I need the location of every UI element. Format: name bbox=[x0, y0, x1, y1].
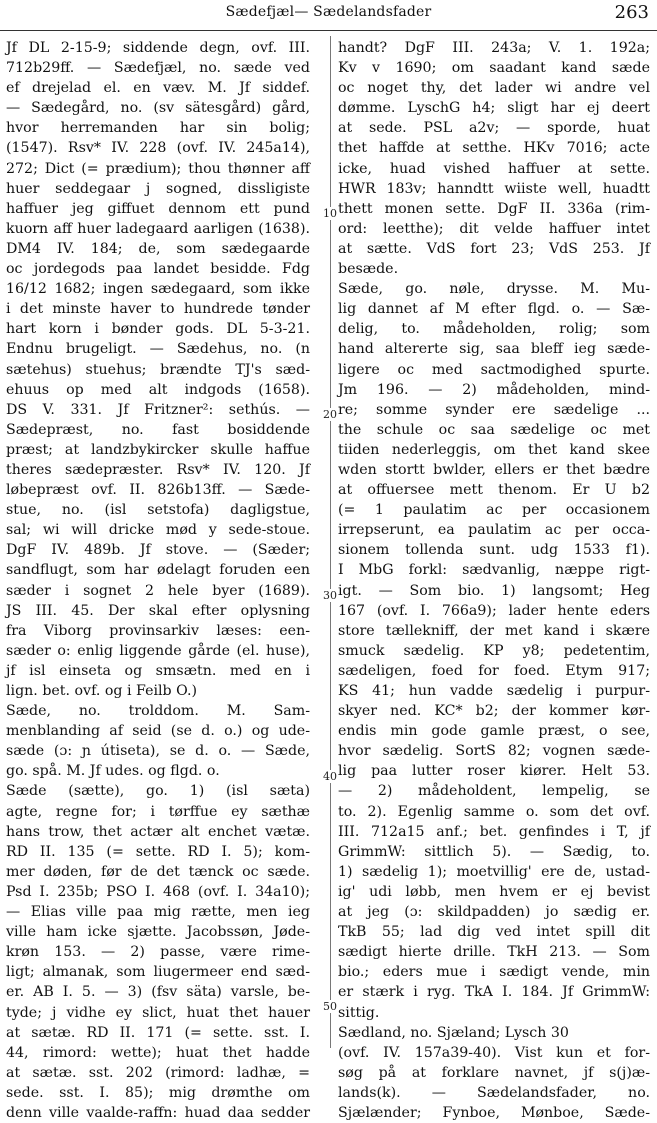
left-column bbox=[6, 38, 310, 1123]
text-line: re; somme synder ere sædelige ... bbox=[338, 401, 650, 418]
text-line: fra Viborg provinsarkiv læses: een- bbox=[6, 622, 310, 639]
text-line: at jeg (ɔ: skildpadden) jo sædig er. bbox=[338, 904, 650, 921]
text-line: DM4 IV. 184; de, som sædegaarde bbox=[6, 240, 310, 257]
text-line: Kv v 1690; om saadant kand sæde bbox=[338, 60, 650, 77]
text-line: mer døden, før de det tænck oc sæde. bbox=[6, 863, 310, 880]
text-line: skyer ned. KC* b2; der kommer kør- bbox=[338, 703, 650, 720]
text-line: ef drejelad el. en væv. M. Jf siddef. bbox=[6, 80, 310, 97]
text-line: haffuer jeg giffuet dennom ett pund bbox=[6, 200, 310, 217]
text-line: i det minste haver to hundrede tønder bbox=[6, 301, 310, 318]
text-line: lands(k). — Sædelandsfader, no. bbox=[338, 1084, 650, 1101]
page-number: 263 bbox=[614, 2, 649, 23]
text-line: sionem tollenda sunt. udg 1533 f1). bbox=[338, 542, 650, 559]
text-line: JS III. 45. Der skal efter oplysning bbox=[6, 602, 310, 619]
text-line: sæder i sognet 2 hele byer (1689). bbox=[6, 582, 310, 599]
text-line: tiiden nederleggis, om thet kand skee bbox=[338, 441, 650, 458]
text-line: sede. sst. I. 85); mig drømthe om bbox=[6, 1084, 310, 1101]
text-line: er. AB I. 5. — 3) (fsv säta) varsle, be- bbox=[6, 984, 310, 1001]
text-line: denn ville vaalde-raffn: huad daa sedder bbox=[6, 1104, 310, 1121]
text-line: stue, no. (isl setstofa) dagligstue, bbox=[6, 502, 310, 519]
text-line: handt? DgF III. 243a; V. 1. 192a; bbox=[338, 40, 650, 56]
text-line: (ovf. IV. 157a39-40). Vist kun et for- bbox=[338, 1044, 650, 1061]
text-line: go. spå. M. Jf udes. og flgd. o. bbox=[6, 763, 220, 780]
text-line: III. 712a15 anf.; bet. genfindes i T, jf bbox=[338, 823, 650, 840]
text-line: dømme. LyschG h4; sligt har ej deert bbox=[338, 100, 650, 117]
text-line: jf isl einseta og smsætn. med en i bbox=[6, 662, 310, 679]
text-line: oc jordegods paa landet besidde. Fdg bbox=[6, 261, 310, 278]
text-line: Jf DL 2-15-9; siddende degn, ovf. III. bbox=[6, 40, 310, 56]
column-divider bbox=[330, 36, 331, 1048]
text-line: 712b29ff. — Sædefjæl, no. sæde ved bbox=[6, 60, 310, 77]
text-line: at sætæ. RD II. 171 (= sette. sst. I. bbox=[6, 1024, 310, 1041]
text-line: præst; at landzbykircker skulle haffue bbox=[6, 441, 310, 458]
text-line: hvor herremanden har sin bolig; bbox=[6, 120, 310, 137]
text-line: lig dannet af M efter flgd. o. — Sæ- bbox=[338, 301, 650, 318]
text-line: at sede. PSL a2v; — sporde, huat bbox=[338, 120, 650, 137]
text-line: løbepræst ovf. II. 826b13ff. — Sæde- bbox=[6, 482, 310, 499]
text-line: — Sædegård, no. (sv sätesgård) gård, bbox=[6, 100, 310, 117]
text-line: Sæde, no. trolddom. M. Sam- bbox=[6, 703, 310, 720]
text-line: 272; Dict (= prædium); thou thønner aff bbox=[6, 160, 310, 177]
text-line: menblanding af seid (se d. o.) og ude- bbox=[6, 723, 310, 740]
text-line: 1) sædelig 1); moetvillig' ere de, ustad- bbox=[338, 863, 650, 880]
text-line: søg på at forklare navnet, jf s(j)æ- bbox=[338, 1064, 650, 1081]
header-rule bbox=[0, 30, 657, 31]
line-number: 50 bbox=[323, 1000, 337, 1013]
text-line: bio.; eders mue i sædigt vende, min bbox=[338, 964, 650, 981]
text-line: at sætte. VdS fort 23; VdS 253. Jf bbox=[338, 240, 650, 257]
text-line: huer seddegaar j sogned, dissligiste bbox=[6, 180, 310, 197]
text-line: DgF IV. 489b. Jf stove. — (Sæder; bbox=[6, 542, 310, 559]
text-line: ehuus op med alt indgods (1658). bbox=[6, 381, 310, 398]
running-title: Sædefjæl— Sædelandsfader bbox=[225, 4, 432, 20]
text-line: smuck sædelig. KP y8; pedetentim, bbox=[338, 642, 650, 659]
text-line: Sjælænder; Fynboe, Mønboe, Sæde- bbox=[338, 1104, 650, 1121]
text-line: hart korn i bønder gods. DL 5-3-21. bbox=[6, 321, 310, 338]
text-line: theres sædepræster. Rsv* IV. 120. Jf bbox=[6, 461, 310, 478]
text-line: TkB 55; lad dig ved intet spill dit bbox=[338, 924, 650, 941]
text-line: hvor sædelig. SortS 82; vognen sæde- bbox=[338, 743, 650, 760]
text-line: Sædland, no. Sjæland; Lysch 30 bbox=[338, 1024, 569, 1041]
text-line: I MbG forkl: sædvanlig, næppe rigt- bbox=[338, 562, 650, 579]
text-line: thett monen sette. DgF II. 336a (rim- bbox=[338, 200, 650, 217]
line-number: 30 bbox=[323, 589, 337, 602]
text-line: wden stortt bwlder, ellers er thet bædre bbox=[338, 461, 650, 478]
text-line: er stærk i ryg. TkA I. 184. Jf GrimmW: bbox=[338, 984, 650, 1001]
text-line: DS V. 331. Jf Fritzner²: sethús. — bbox=[6, 401, 310, 418]
text-line: sittig. bbox=[338, 1004, 380, 1021]
text-line: RD II. 135 (= sette. RD I. 5); kom- bbox=[6, 843, 310, 860]
text-line: krøn 153. — 2) passe, være rime- bbox=[6, 944, 310, 961]
page-header bbox=[0, 4, 657, 28]
text-line: at offuersee mett thenom. Er U b2 bbox=[338, 482, 650, 499]
text-line: sæde (ɔ: ɲ útiseta), se d. o. — Sæde, bbox=[6, 743, 310, 760]
text-line: besæde. bbox=[338, 261, 399, 278]
text-line: oc noget thy, det lader wi andre vel bbox=[338, 80, 650, 97]
text-line: Jm 196. — 2) mådeholden, mind- bbox=[338, 381, 650, 398]
text-line: — Elias ville paa mig rætte, men ieg bbox=[6, 904, 310, 921]
text-line: Endnu brugeligt. — Sædehus, no. (n bbox=[6, 341, 310, 358]
text-line: tyde; j vidhe ey slict, huat thet hauer bbox=[6, 1004, 310, 1021]
text-line: delig, to. mådeholden, rolig; som bbox=[338, 321, 650, 338]
text-line: sæder o: enlig liggende gårde (el. huse), bbox=[6, 642, 310, 659]
text-line: igt. — Som bio. 1) langsomt; Heg bbox=[338, 582, 650, 599]
text-line: thet haffde at setthe. HKv 7016; acte bbox=[338, 140, 650, 157]
text-line: the schule oc saa sædelige oc met bbox=[338, 421, 650, 438]
text-line: irrepserunt, ea paulatim ac per occa- bbox=[338, 522, 650, 539]
text-line: (= 1 paulatim ac per occasionem bbox=[338, 502, 650, 519]
text-line: 16/12 1682; ingen sædegaard, som ikke bbox=[6, 281, 310, 298]
line-number: 40 bbox=[323, 770, 337, 783]
text-line: Sæde (sætte), go. 1) (isl sæta) bbox=[6, 783, 310, 800]
text-line: ligere oc med sactmodighed spurte. bbox=[338, 361, 650, 378]
text-line: ligt; almanak, som liugermeer end sæd- bbox=[6, 964, 310, 981]
text-line: — 2) mådeholdent, lempelig, se bbox=[338, 783, 650, 800]
text-line: KS 41; hun vadde sædelig i purpur- bbox=[338, 683, 650, 699]
text-line: 167 (ovf. I. 766a9); lader hente eders bbox=[338, 602, 650, 619]
text-line: sædigt hierte drille. TkH 213. — Som bbox=[338, 944, 650, 961]
text-line: hand altererte sig, saa bleff ieg sæde- bbox=[338, 341, 650, 358]
text-line: Sædepræst, no. fast bosiddende bbox=[6, 421, 310, 438]
text-line: ville ham icke sjætte. Jacobssøn, Jøde- bbox=[6, 924, 310, 941]
text-line: agte, regne for; i tørffue ey sæthæ bbox=[6, 803, 310, 820]
line-number: 20 bbox=[323, 408, 337, 421]
text-line: icke, huad vished haffuer at sette. bbox=[338, 160, 650, 177]
text-line: sætehus) stuehus; brændte TJ's sæd- bbox=[6, 361, 310, 378]
text-line: Psd I. 235b; PSO I. 468 (ovf. I. 34a10); bbox=[6, 883, 310, 900]
text-line: hans trow, thet actær alt enchet vætæ. bbox=[6, 823, 310, 840]
text-line: endis min gode gamle præst, o see, bbox=[338, 723, 650, 740]
text-line: lign. bet. ovf. og i Feilb O.) bbox=[6, 683, 197, 699]
text-line: Sæde, go. nøle, drysse. M. Mu- bbox=[338, 281, 650, 298]
text-line: kuorn aff huer ladegaard aarligen (1638). bbox=[6, 220, 310, 237]
text-line: HWR 183v; hanndtt wiiste well, huadtt bbox=[338, 180, 650, 197]
text-line: (1547). Rsv* IV. 228 (ovf. IV. 245a14), bbox=[6, 140, 310, 157]
text-line: sal; wi will dricke mød y sede-stoue. bbox=[6, 522, 310, 539]
line-number: 10 bbox=[323, 207, 337, 220]
text-line: lig paa lutter roser kiører. Helt 53. bbox=[338, 763, 650, 780]
right-column bbox=[338, 38, 650, 1123]
text-line: sandflugt, som har ødelagt foruden een bbox=[6, 562, 310, 579]
text-line: at sætæ. sst. 202 (rimord: ladhæ, = bbox=[6, 1064, 310, 1081]
text-line: to. 2). Egenlig samme o. som det ovf. bbox=[338, 803, 650, 820]
text-line: store tællekniff, der met kand i skære bbox=[338, 622, 650, 639]
text-line: 44, rimord: wette); huat thet hadde bbox=[6, 1044, 310, 1061]
text-line: sædeligen, foed for foed. Etym 917; bbox=[338, 662, 650, 679]
text-line: GrimmW: sittlich 5). — Sædig, to. bbox=[338, 843, 650, 860]
text-line: ord: leetthe); dit velde haffuer intet bbox=[338, 220, 650, 237]
text-line: ig' udi løbb, men hvem er ej bevist bbox=[338, 883, 650, 900]
